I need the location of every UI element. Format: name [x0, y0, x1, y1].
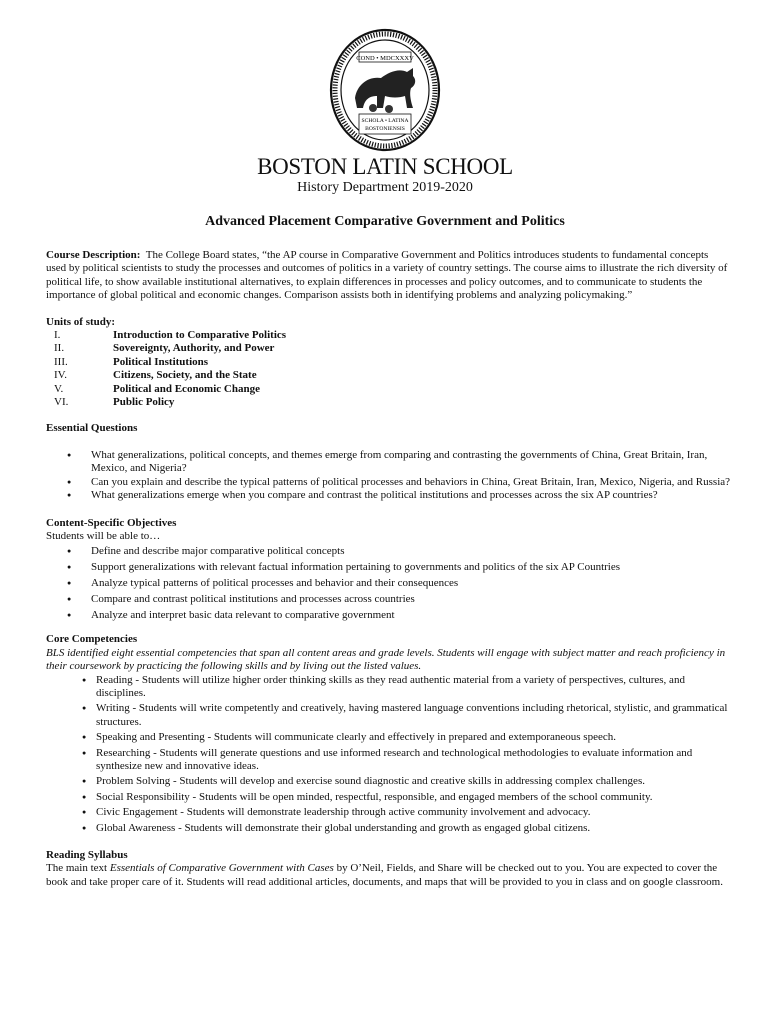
list-item: ● Civic Engagement - Students will demonstrate leadership through active community involvement and advocacy. [96, 806, 731, 819]
list-item: ● Writing - Students will write competently and creatively, having mastered language conventions including rhetorical, stylistic, and grammatical structures. [96, 702, 731, 729]
units-label: Units of study: [46, 315, 116, 328]
list-item: ● What generalizations, political concepts, and themes emerge from comparing and contrasting the governments of China, Great Britain, Iran, Mexico, and Nigeria? [91, 449, 731, 476]
list-item: ● What generalizations emerge when you compare and contrast the political institutions and processes across the six AP countries? [91, 489, 731, 502]
objectives-list [46, 543, 731, 623]
list-item: ● Analyze typical patterns of political processes and behavior and their consequences [91, 575, 731, 591]
seal-bottom-line1: SCHOLA • LATINA [361, 118, 409, 124]
reading-label: Reading Syllabus [46, 849, 128, 861]
list-item: ● Define and describe major comparative political concepts [91, 543, 731, 559]
seal-bottom-line2: BOSTONIENSIS [365, 126, 405, 132]
unit-item: II. Sovereignty, Authority, and Power [54, 342, 275, 355]
objectives-label: Content-Specific Objectives [46, 516, 177, 529]
unit-item: IV. Citizens, Society, and the State [54, 369, 257, 382]
competencies-intro: BLS identified eight essential competencies that span all content areas and grade levels. Students will engage with subject matter and reach proficiency in their coursework by practicing the following skills and by living out the listed values. [46, 646, 726, 673]
units-list [46, 329, 731, 409]
course-description-text: The College Board states, “the AP course in Comparative Government and Politics introduces students to fundamental concepts used by political scientists to study the processes and outcomes of politics in a variety of country settings. The course aims to illustrate the rich diversity of political life, to show available institutional alternatives, to explain differences in processes and policy outcomes, and to communicate to students the importance of global political and economic changes. Comparison assists both in identifying problems and analyzing policymaking.” [46, 249, 728, 302]
objectives-intro: Students will be able to… [46, 529, 161, 542]
list-item: ● Reading - Students will utilize higher order thinking skills as they read authentic material from a variety of perspectives, cultures, and disciplines. [96, 674, 731, 701]
school-name: BOSTON LATIN SCHOOL [257, 154, 513, 179]
list-item: ● Compare and contrast political institutions and processes across countries [91, 591, 731, 607]
document-body [46, 249, 731, 889]
list-item: ● Support generalizations with relevant factual information pertaining to governments and politics of the six AP Countries [91, 559, 731, 575]
list-item: ● Global Awareness - Students will demonstrate their global understanding and growth as engaged global citizens. [96, 822, 731, 835]
list-item: ● Speaking and Presenting - Students will communicate clearly and effectively in prepared and extemporaneous speech. [96, 731, 731, 744]
essential-questions-list [46, 449, 731, 503]
unit-item: III. Political Institutions [54, 355, 209, 368]
course-description-label: Course Description: [46, 249, 141, 261]
unit-item: I. Introduction to Comparative Politics [54, 329, 287, 342]
list-item: ● Can you explain and describe the typical patterns of political processes and behaviors in China, Great Britain, Iran, Mexico, Nigeria, and Russia? [91, 476, 731, 489]
seal-top-text: COND • MDCXXXV [356, 55, 414, 62]
essential-questions-label: Essential Questions [46, 422, 138, 435]
list-item: ● Researching - Students will generate questions and use informed research and technological methodologies to evaluate information and synthesize new and innovative ideas. [96, 747, 731, 774]
unit-item: V. Political and Economic Change [54, 382, 260, 395]
list-item: ● Problem Solving - Students will develop and exercise sound diagnostic and creative skills in addressing complex challenges. [96, 775, 731, 788]
reading-text: The main text Essentials of Comparative Government with Cases by O’Neil, Fields, and Share will be checked out to you. You are expected to cover the book and take proper care of it. Students will read additional articles, documents, and maps that will be provided to you in class and on google classroom. [46, 862, 723, 888]
list-item: ● Analyze and interpret basic data relevant to comparative government [91, 607, 731, 623]
list-item: ● Social Responsibility - Students will be open minded, respectful, responsible, and engaged members of the school community. [96, 791, 731, 804]
unit-item: VI. Public Policy [54, 396, 175, 409]
competencies-list [46, 674, 731, 835]
book-title: Essentials of Comparative Government with Cases [109, 862, 334, 875]
school-seal-logo [329, 28, 441, 152]
course-title: Advanced Placement Comparative Government and Politics [205, 214, 565, 229]
competencies-label: Core Competencies [46, 633, 138, 646]
course-description [46, 249, 731, 303]
department-year: History Department 2019-2020 [297, 180, 473, 195]
